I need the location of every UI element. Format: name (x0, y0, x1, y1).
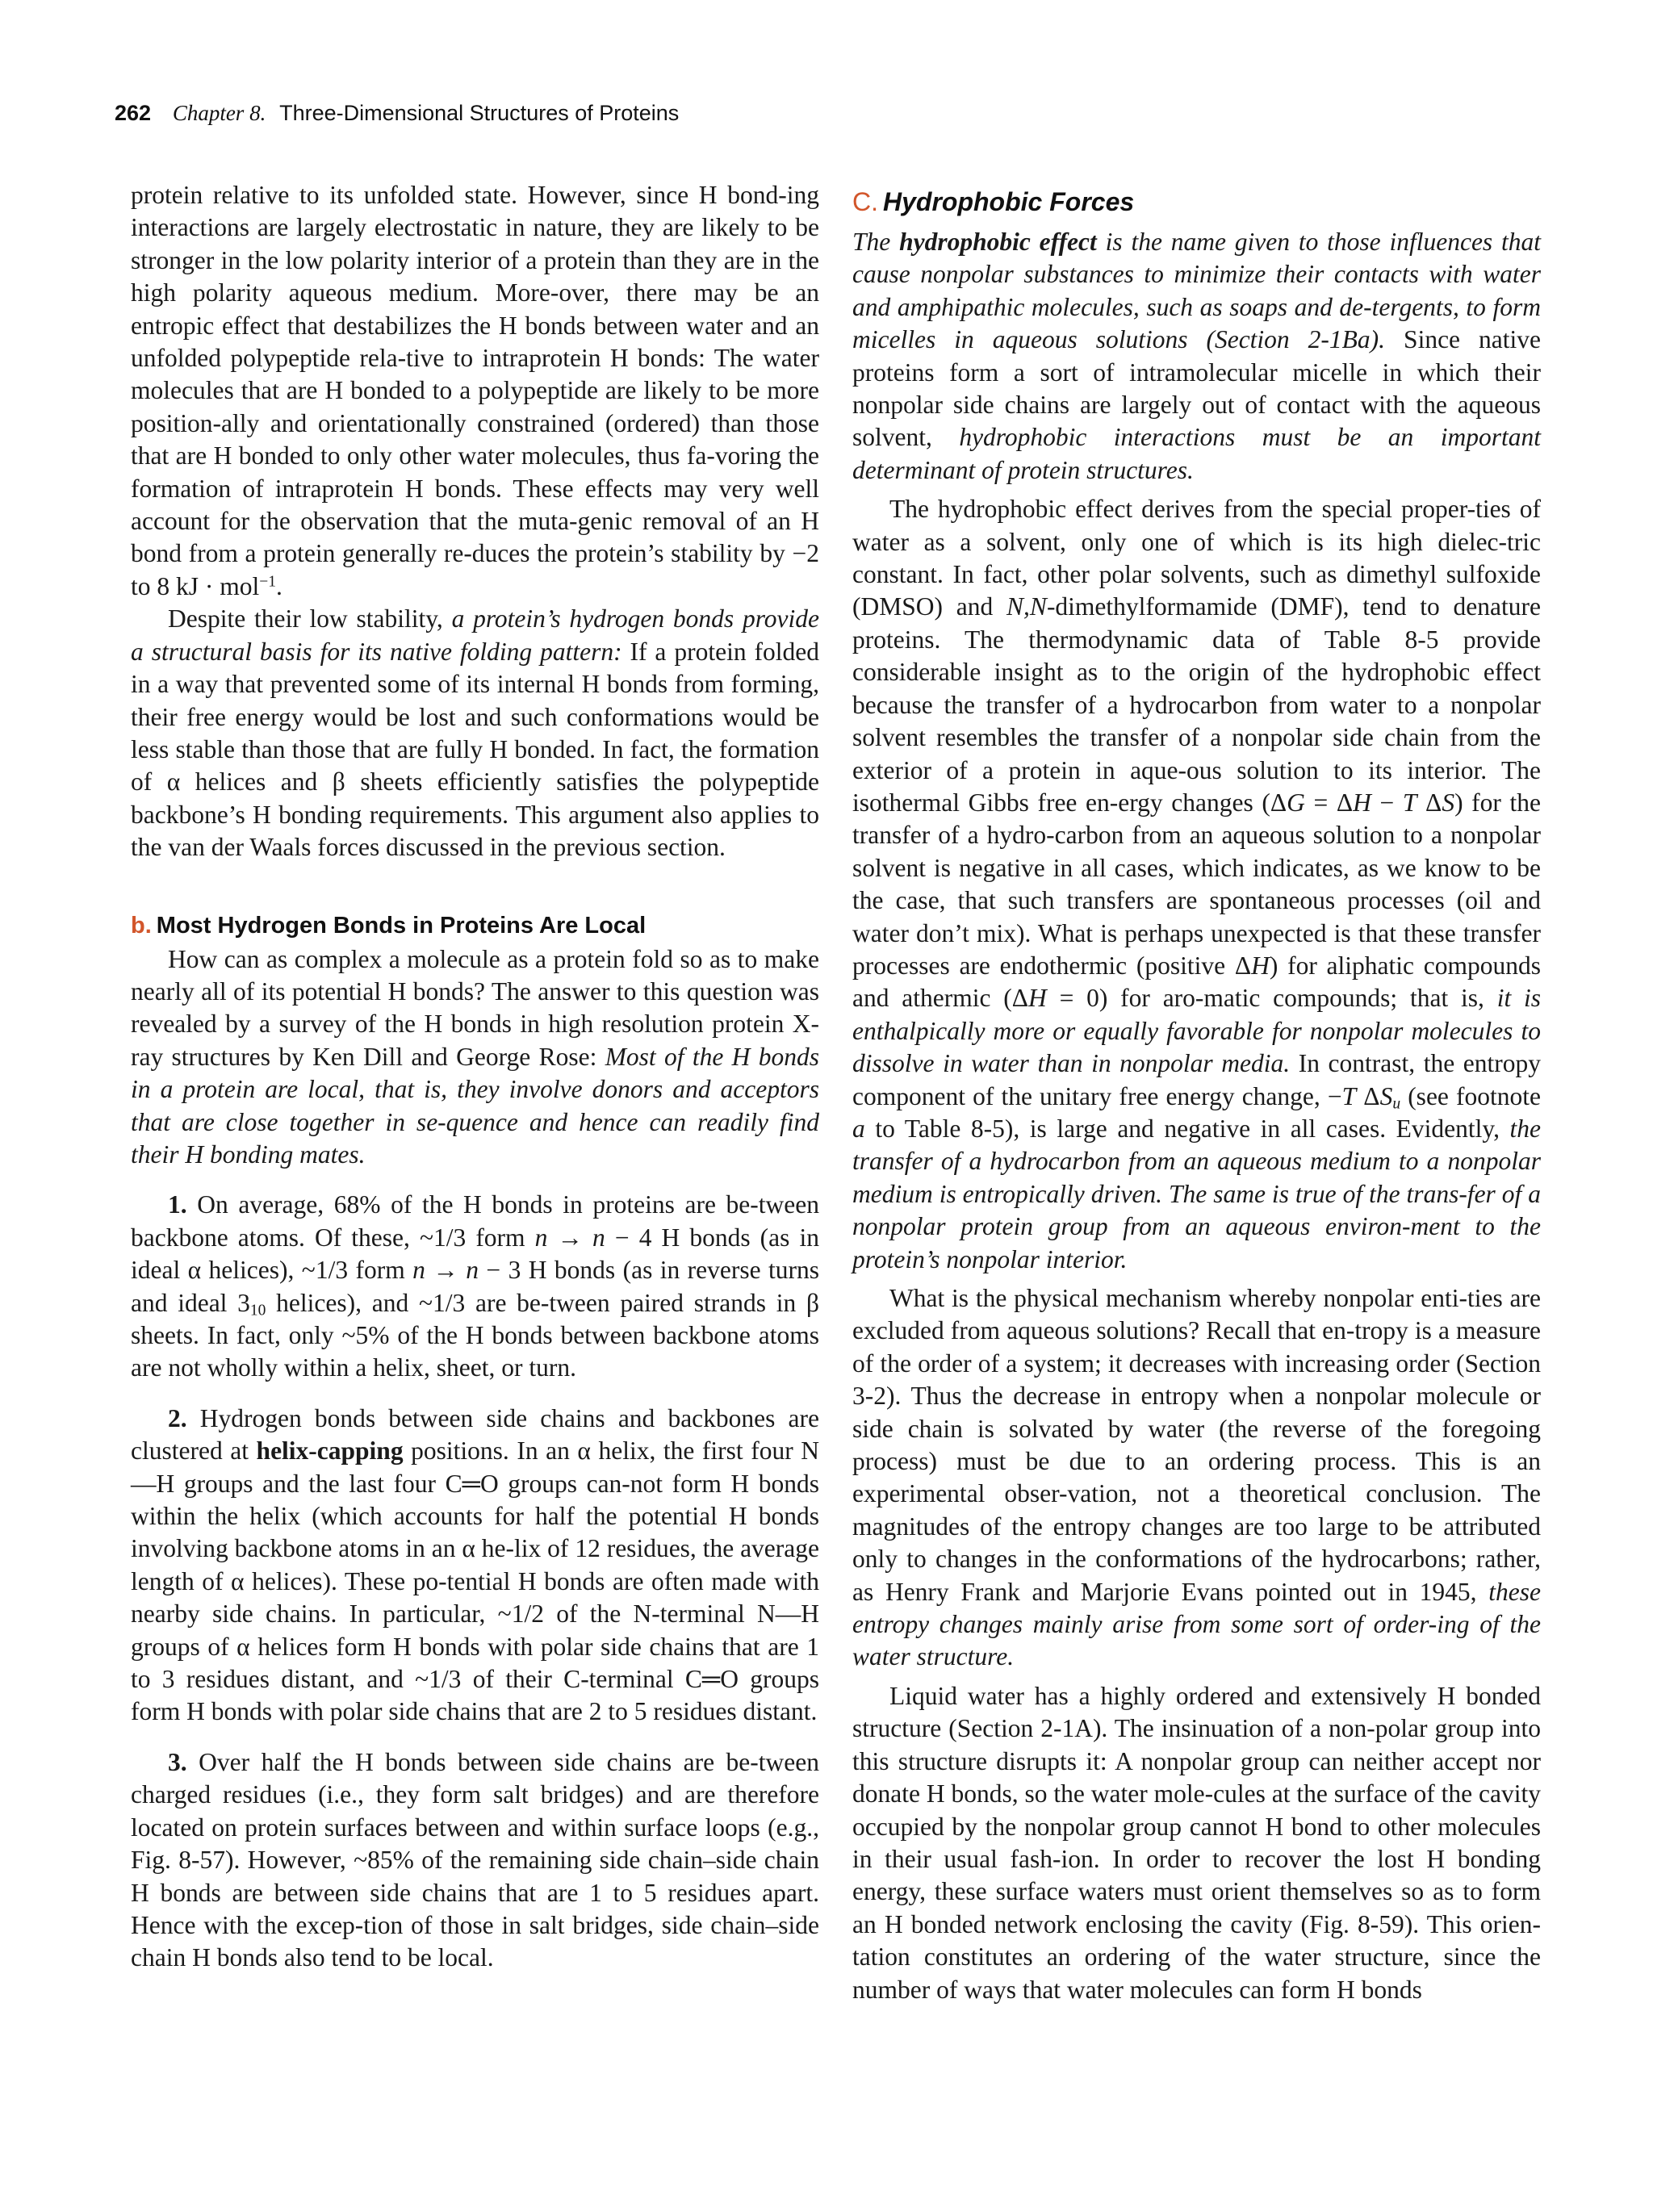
paragraph: How can as complex a molecule as a protein fold so as to make nearly all of its potential H bonds? The answer to this question was revealed by a survey of the H bonds in high resolution protein X-ray structures by Ken Dill and George Rose: Most of the H bonds in a protein are local, that is, they involve donors and acceptors that are close together in se-quence and hence can readily find their H bonding mates. (131, 944, 820, 1169)
chapter-label: Chapter 8. (172, 101, 266, 125)
paragraph: The hydrophobic effect is the name given to those influences that cause nonpolar substances to minimize their contacts with water and amphipathic molecules, such as soaps and de-tergents, to form micelles in aqueous solutions (Section 2-1Ba). Since native proteins form a sort of intramolecular micelle in which their nonpolar side chains are largely out of contact with the aqueous solvent, hydrophobic interactions must be an important determinant of protein structures. (852, 228, 1542, 484)
paragraph: Despite their low stability, a protein’s hydrogen bonds provide a structural basis for its native folding pattern: If a protein folded in a way that prevented some of its internal H bonds from forming, their free energy would be lost and such conformations would be less stable than those that are fully H bonded. In fact, the formation of α helices and β sheets efficiently satisfies the polypeptide backbone’s H bonding requirements. This argument also applies to the van der Waals forces discussed in the previous section. (131, 604, 819, 862)
left-column (131, 179, 819, 1975)
list-item: 3. Over half the H bonds between side chains are be-tween charged residues (i.e., they form salt bridges) and are therefore located on protein surfaces between and within surface loops (e.g., Fig. 8-57). However, ~85% of the remaining side chain–side chain H bonds are between side chains that are 1 to 5 residues apart. Hence with the excep-tion of those in salt bridges, side chain–side chain H bonds also tend to be local. (131, 1747, 819, 1972)
paragraph: The hydrophobic effect derives from the special proper-ties of water as a solvent, only one of which is its high dielec-tric constant. In fact, other polar solvents, such as dimethyl sulfoxide (DMSO) and N,N-dimethylformamide (DMF), tend to denature proteins. The thermodynamic data of Table 8-5 provide considerable insight as to the origin of the hydrophobic effect because the transfer of a hydrocarbon from water to a nonpolar solvent resembles the transfer of a nonpolar side chain from the exterior of a protein in aque-ous solution to its interior. The isothermal Gibbs free en-ergy changes (ΔG = ΔH − T ΔS) for the transfer of a hydro-carbon from an aqueous solution to a nonpolar solvent is negative in all cases, which indicates, as we know to be the case, that such transfers are spontaneous processes (oil and water don’t mix). What is perhaps unexpected is that these transfer processes are endothermic (positive ΔH) for aliphatic compounds and athermic (ΔH = 0) for aro-matic compounds; that is, it is enthalpically more or equally favorable for nonpolar molecules to dissolve in water than in nonpolar media. In contrast, the entropy component of the unitary free energy change, −T $\Delta S_u$ (see footnote a to Table 8-5), is large and negative in all cases. Evidently, the transfer of a hydrocarbon from an aqueous medium to a nonpolar medium is entropically driven. The same is true of the trans-fer of a nonpolar protein group from an aqueous environ-ment to the protein’s nonpolar interior. (852, 495, 1542, 1273)
section-heading: C. Hydrophobic Forces (852, 187, 1135, 216)
list-item: 1. On average, 68% of the H bonds in proteins are be-tween backbone atoms. Of these, ~1/3 form n → n − 4 H bonds (as in ideal α helices), ~1/3 form n → n − 3 H bonds (as in reverse turns and ideal $3_{10}$ helices), and ~1/3 are be-tween paired strands in β sheets. In fact, only ~5% of the H bonds between backbone atoms are not wholly within a helix, sheet, or turn. (131, 1190, 820, 1382)
running-header (115, 101, 1551, 133)
page-number: 262 (115, 101, 152, 125)
list-item: 2. Hydrogen bonds between side chains and backbones are clustered at helix-capping positions. In an α helix, the first four N—H groups and the last four C═O groups can-not form H bonds within the helix (which accounts for half the potential H bonds involving backbone atoms in an α he-lix of 12 residues, the average length of α helices). These po-tential H bonds are often made with nearby side chains. In particular, ~1/2 of the N-terminal N—H groups of α helices form H bonds with polar side chains that are 1 to 3 residues distant, and ~1/3 of their C-terminal C═O groups form H bonds with polar side chains that are 2 to 5 residues distant. (131, 1403, 820, 1726)
paragraph: What is the physical mechanism whereby nonpolar enti-ties are excluded from aqueous solutions? Recall that en-tropy is a measure of the order of a system; it decreases with increasing order (Section 3-2). Thus the decrease in entropy when a nonpolar molecule or side chain is solvated by water (the reverse of the foregoing process) must be due to an ordering process. This is an experimental obser-vation, not a theoretical conclusion. The magnitudes of the entropy changes are too large to be attributed only to changes in the conformations of the hydrocarbons; rather, as Henry Frank and Marjorie Evans pointed out in 1945, these entropy changes mainly arise from some sort of order-ing of the water structure. (852, 1284, 1541, 1671)
right-column (852, 179, 1541, 2006)
subsection-heading: b. Most Hydrogen Bonds in Proteins Are Local (131, 912, 647, 939)
paragraph: protein relative to its unfolded state. However, since H bond-ing interactions are largely electrostatic in nature, they are likely to be stronger in the low polarity interior of a protein than they are in the high polarity aqueous medium. More-over, there may be an entropic effect that destabilizes the H bonds between water and an unfolded polypeptide rela-tive to intraprotein H bonds: The water molecules that are H bonded to a polypeptide are likely to be more position-ally and orientationally constrained (ordered) than those that are H bonded to only other water molecules, thus fa-voring the formation of intraprotein H bonds. These effects may very well account for the observation that the muta-genic removal of an H bond from a protein generally re-duces the protein’s stability by −2 to 8 kJ · mol$^{-1}$. (131, 181, 819, 600)
paragraph: Liquid water has a highly ordered and extensively H bonded structure (Section 2-1A). The insinuation of a non-polar group into this structure disrupts it: A nonpolar group can neither accept nor donate H bonds, so the water mole-cules at the surface of the cavity occupied by the nonpolar group cannot H bond to other molecules in their usual fash-ion. In order to recover the lost H bonding energy, these surface waters must orient themselves so as to form an H bonded network enclosing the cavity (Fig. 8-59). This orien-tation constitutes an ordering of the water structure, since the number of ways that water molecules can form H bonds (852, 1681, 1541, 2004)
chapter-title: Three-Dimensional Structures of Proteins (279, 101, 680, 125)
